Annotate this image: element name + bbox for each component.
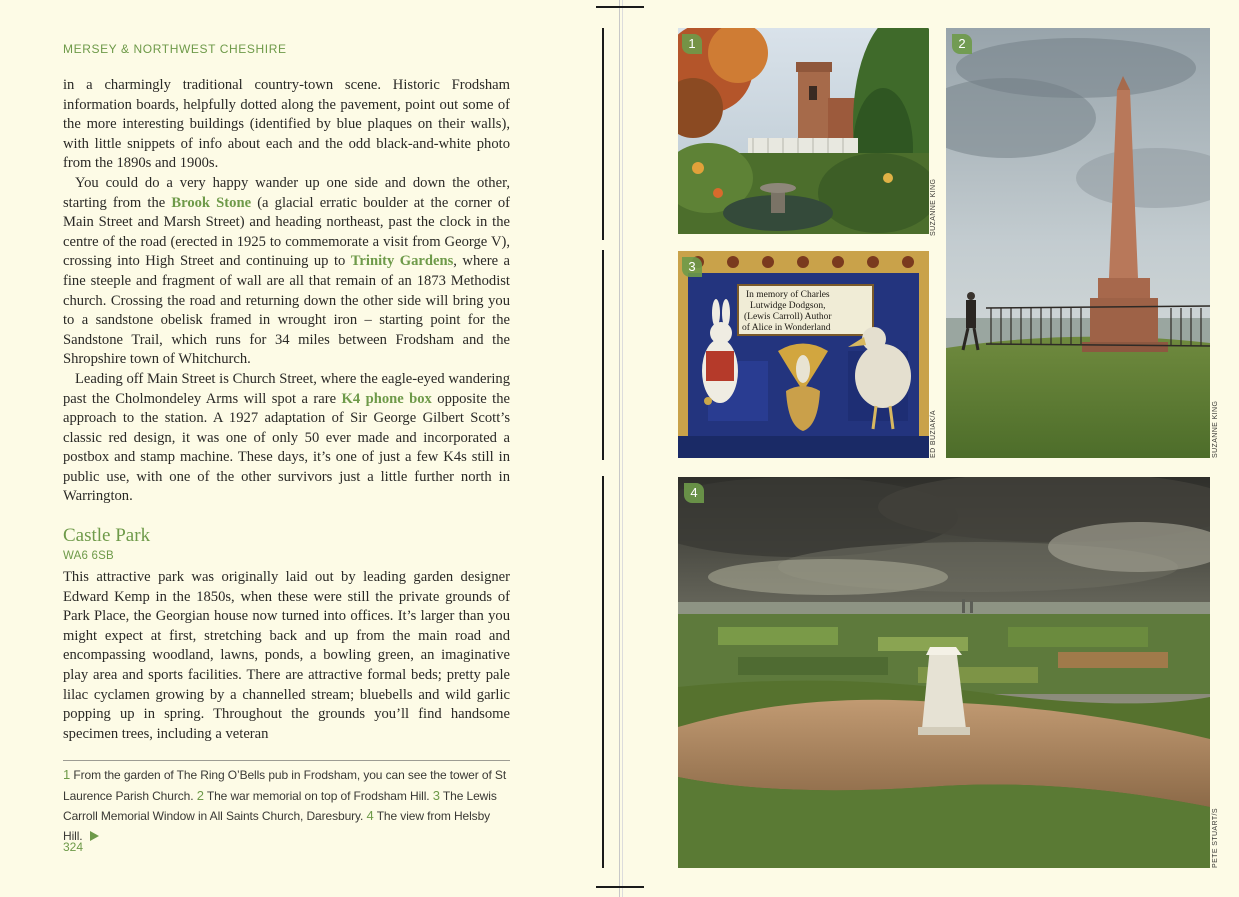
crop-mark-bottom [596,886,644,888]
running-head: MERSEY & NORTHWEST CHESHIRE [63,42,287,56]
paragraph-1: in a charmingly traditional country-town scene. Historic Frodsham information boards, helpfully dotted along the pavement, point out some of the more interesting buildings (identified by blue plaques on their walls), with little snippets of info about each and the odd black-and-white photo from the 1890s and 1900s. [63,77,510,172]
crop-mark-left-1 [602,28,604,240]
photo-number-badge-2: 2 [952,34,972,54]
church-garden-image [678,28,929,234]
window-inscription-line-2: Lutwidge Dodgson, [750,301,826,311]
caption-text-1: From the garden of The Ring O’Bells pub in Frodsham, you can see the tower of St Laurence Parish Church. [63,768,507,803]
photo-captions [63,765,510,846]
caption-number-2: 2 [196,787,204,803]
caption-text-2: The war memorial on top of Frodsham Hill. [206,788,430,803]
gutter-line [619,0,620,897]
photo-lewis-carroll-window [678,251,929,458]
window-inscription-line-4: of Alice in Wonderland [742,323,831,333]
caption-text-4: The view from Helsby Hill. [63,809,491,843]
section-title: Castle Park [63,525,151,546]
photo-helsby-hill-view [678,477,1210,868]
main-body-text [63,76,510,507]
continue-arrow-icon [90,831,99,841]
helsby-hill-image [678,477,1210,868]
k4-phone-box-link: K4 phone box [341,390,432,407]
crop-mark-left-2 [602,250,604,460]
photo-credit-1: SUZANNE KING [930,178,937,236]
paragraph-2-text-b: (a glacial erratic boulder at the corner of Main Street and Marsh Street) and heading northeast, past the clock in the centre of the road (erected in 1925 to commemorate a visit from George V), crossing into High Street and continuing up to [63,194,511,270]
crop-mark-left-3 [602,476,604,868]
crop-mark-top [596,6,644,8]
photo-war-memorial [946,28,1210,458]
section-body-text [63,568,510,744]
gutter-line-inner [622,0,623,897]
brook-stone-link: Brook Stone [171,194,252,211]
paragraph-2-text-c: , where a fine steeple and fragment of wall are all that remain of an 1873 Methodist church. Crossing the road and returning down the other side will bring you to a sandstone obelisk framed in wrought iron – starting point for the Sandstone Trail, which runs for 34 miles between Frodsham and the Shropshire town of Whitchurch. [63,253,510,368]
section-postcode: WA6 6SB [63,550,114,562]
trinity-gardens-link: Trinity Gardens [350,253,454,270]
photo-number-badge-4: 4 [684,483,704,503]
page-number: 324 [63,840,84,854]
photo-number-badge-3: 3 [682,257,702,277]
caption-number-4: 4 [366,808,374,824]
caption-text-3: The Lewis Carroll Memorial Window in All Saints Church, Daresbury. [63,788,497,824]
photo-credit-3: ED BUZIAK/A [930,410,937,458]
paragraph-3-text-b: opposite the approach to the station. A 1927 adaptation of Sir George Gilbert Scott’s classic red design, it was one of only 50 ever made and incorporated a postbox and stamp machine. These days, it’s one of just a few K4s still in public use, with one of the other survivors just a little further north in Warrington. [63,390,510,505]
paragraph-3 [63,370,510,507]
photo-number-badge-1: 1 [682,34,702,54]
paragraph-3-text-a: Leading off Main Street is Church Street, where the eagle-eyed wandering past the Cholmondeley Arms will spot a rare [63,370,510,407]
photo-credit-2: SUZANNE KING [1212,400,1219,458]
paragraph-2 [63,174,510,370]
caption-number-3: 3 [432,787,440,803]
photo-church-garden [678,28,929,234]
war-memorial-image [946,28,1210,458]
section-paragraph: This attractive park was originally laid out by leading garden designer Edward Kemp in the 1850s, when these were still the private grounds of Park Place, the Georgian house now turned into offices. It’s larger than you might expect at first, stretching back and up from the main road and encompassing woodland, lawns, ponds, a bowling green, an imaginative play area and sports facilities. There are attractive formal beds; pretty pale lilac cyclamen growing by a channelled stream; bluebells and wild garlic popping up in spring. Throughout the grounds you’ll find handsome specimen trees, including a veteran [63,569,510,742]
paragraph-2-text-a: You could do a very happy wander up one side and down the other, starting from the [63,174,510,211]
stained-glass-image [678,251,929,458]
photo-credit-4: PETE STUART/S [1212,808,1219,868]
window-inscription-line-3: (Lewis Carroll) Author [744,312,832,322]
window-inscription-line-1: In memory of Charles [746,290,830,300]
caption-divider [63,760,510,761]
caption-number-1: 1 [63,767,71,782]
